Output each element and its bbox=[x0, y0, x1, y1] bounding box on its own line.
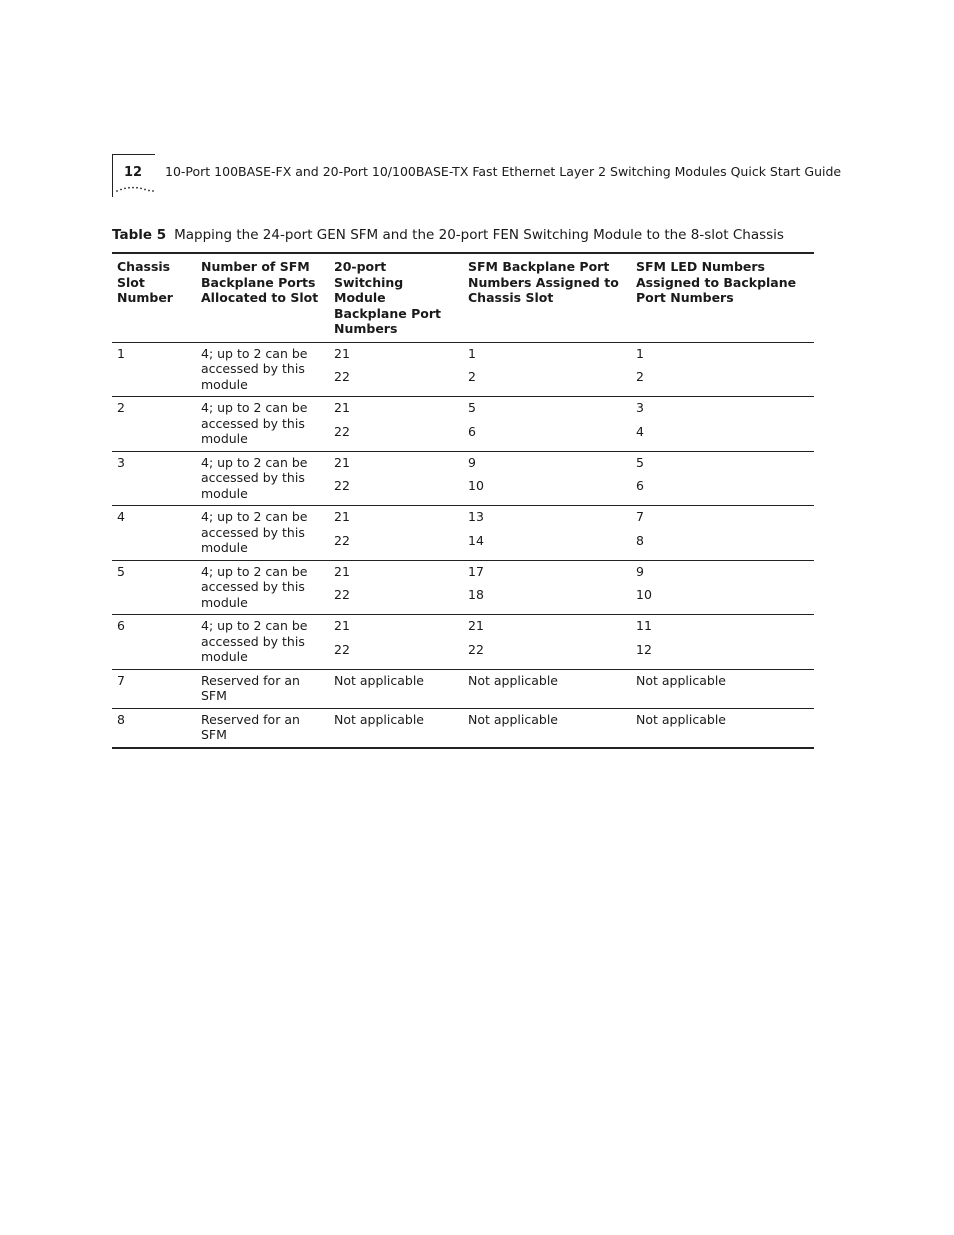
sfm-port-cell-value: 1 bbox=[468, 345, 476, 361]
module-port-cell bbox=[329, 708, 463, 748]
led-number-cell-value: 11 bbox=[636, 618, 652, 633]
led-number-cell-value: 6 bbox=[636, 478, 644, 493]
sfm-port-cell-value: 13 bbox=[468, 509, 484, 524]
module-port-cell-value: 22 bbox=[334, 423, 350, 439]
module-port-cell bbox=[329, 560, 463, 615]
sfm-port-cell bbox=[463, 342, 631, 397]
led-number-cell-value: 10 bbox=[636, 587, 652, 602]
led-number-cell-value: 2 bbox=[636, 369, 644, 384]
slot-number-cell: 1 bbox=[117, 345, 125, 361]
slot-number-cell: 6 bbox=[117, 618, 125, 633]
module-port-cell-value: 21 bbox=[334, 618, 350, 633]
sfm-port-cell bbox=[463, 506, 631, 561]
column-header: Number of SFM Backplane Ports Allocated to Slot bbox=[201, 259, 319, 305]
sfm-port-cell bbox=[463, 708, 631, 748]
table-row bbox=[112, 342, 814, 397]
module-port-cell-value: 21 bbox=[334, 509, 350, 524]
led-number-cell-value: 9 bbox=[636, 563, 644, 579]
table-row bbox=[112, 397, 814, 452]
module-port-cell bbox=[329, 342, 463, 397]
column-header: SFM LED Numbers Assigned to Backplane Port Numbers bbox=[636, 259, 797, 305]
sfm-port-cell bbox=[463, 451, 631, 506]
module-port-cell-value: 21 bbox=[334, 454, 350, 470]
led-number-cell-value: 7 bbox=[636, 509, 644, 524]
allocated-ports-cell: 4; up to 2 can be accessed by this module bbox=[201, 345, 308, 392]
sfm-port-cell bbox=[463, 397, 631, 452]
table-row bbox=[112, 708, 814, 748]
sfm-port-cell-value: Not applicable bbox=[468, 672, 558, 688]
slot-number-cell: 2 bbox=[117, 400, 125, 415]
module-port-cell bbox=[329, 669, 463, 708]
allocated-ports-cell: 4; up to 2 can be accessed by this module bbox=[201, 454, 308, 501]
column-header: 20-port Switching Module Backplane Port Numbers bbox=[334, 259, 441, 336]
led-number-cell-value: 1 bbox=[636, 345, 644, 361]
slot-number-cell: 8 bbox=[117, 711, 125, 727]
sfm-port-cell-value: 18 bbox=[468, 587, 484, 602]
mapping-table bbox=[112, 252, 814, 749]
table-row bbox=[112, 560, 814, 615]
table-row bbox=[112, 506, 814, 561]
module-port-cell-value: 22 bbox=[334, 478, 350, 493]
sfm-port-cell-value: 5 bbox=[468, 400, 476, 415]
allocated-ports-cell: 4; up to 2 can be accessed by this module bbox=[201, 618, 308, 664]
page-number: 12 bbox=[124, 165, 143, 180]
table-row bbox=[112, 615, 814, 670]
module-port-cell-value: 22 bbox=[334, 369, 350, 384]
sfm-port-cell bbox=[463, 669, 631, 708]
table-caption bbox=[112, 227, 784, 243]
module-port-cell-value: 22 bbox=[334, 587, 350, 602]
led-number-cell bbox=[631, 708, 814, 748]
sfm-port-cell bbox=[463, 615, 631, 670]
led-number-cell bbox=[631, 615, 814, 670]
allocated-ports-cell: Reserved for an SFM bbox=[201, 711, 300, 742]
led-number-cell bbox=[631, 451, 814, 506]
table-row bbox=[112, 669, 814, 708]
sfm-port-cell-value: 14 bbox=[468, 532, 484, 548]
allocated-ports-cell: 4; up to 2 can be accessed by this module bbox=[201, 563, 308, 610]
led-number-cell bbox=[631, 560, 814, 615]
slot-number-cell: 7 bbox=[117, 672, 125, 688]
sfm-port-cell-value: 21 bbox=[468, 618, 484, 633]
slot-number-cell: 3 bbox=[117, 454, 125, 470]
running-title: 10-Port 100BASE-FX and 20-Port 10/100BASE-TX Fast Ethernet Layer 2 Switching Modules Quick Start Guide bbox=[165, 164, 842, 179]
allocated-ports-cell: 4; up to 2 can be accessed by this module bbox=[201, 400, 308, 446]
module-port-cell bbox=[329, 397, 463, 452]
module-port-cell-value: Not applicable bbox=[334, 711, 424, 727]
allocated-ports-cell: 4; up to 2 can be accessed by this module bbox=[201, 509, 308, 555]
table-body bbox=[112, 342, 814, 748]
table-header-row bbox=[112, 253, 814, 342]
module-port-cell-value: 21 bbox=[334, 345, 350, 361]
led-number-cell-value: 3 bbox=[636, 400, 644, 415]
module-port-cell bbox=[329, 451, 463, 506]
led-number-cell bbox=[631, 397, 814, 452]
slot-number-cell: 5 bbox=[117, 563, 125, 579]
led-number-cell-value: 4 bbox=[636, 423, 644, 439]
module-port-cell bbox=[329, 506, 463, 561]
column-header: SFM Backplane Port Numbers Assigned to Chassis Slot bbox=[468, 259, 619, 305]
table-row bbox=[112, 451, 814, 506]
module-port-cell-value: 22 bbox=[334, 532, 350, 548]
sfm-port-cell bbox=[463, 560, 631, 615]
sfm-port-cell-value: 10 bbox=[468, 478, 484, 493]
table-caption-label: Table 5 bbox=[112, 227, 167, 243]
module-port-cell-value: Not applicable bbox=[334, 672, 424, 688]
led-number-cell bbox=[631, 506, 814, 561]
column-header: Chassis Slot Number bbox=[117, 259, 173, 305]
sfm-port-cell-value: Not applicable bbox=[468, 711, 558, 727]
sfm-port-cell-value: 2 bbox=[468, 369, 476, 384]
table-caption-text: Mapping the 24-port GEN SFM and the 20-port FEN Switching Module to the 8-slot Chassis bbox=[174, 227, 784, 243]
module-port-cell-value: 21 bbox=[334, 400, 350, 415]
slot-number-cell: 4 bbox=[117, 509, 125, 524]
module-port-cell bbox=[329, 615, 463, 670]
sfm-port-cell-value: 22 bbox=[468, 641, 484, 657]
led-number-cell-value: 5 bbox=[636, 454, 644, 470]
led-number-cell bbox=[631, 342, 814, 397]
led-number-cell-value: 12 bbox=[636, 641, 652, 657]
page-header bbox=[112, 154, 842, 198]
module-port-cell-value: 21 bbox=[334, 563, 350, 579]
dotted-ornament bbox=[115, 185, 155, 193]
led-number-cell-value: Not applicable bbox=[636, 672, 726, 688]
led-number-cell-value: 8 bbox=[636, 532, 644, 548]
sfm-port-cell-value: 6 bbox=[468, 423, 476, 439]
module-port-cell-value: 22 bbox=[334, 641, 350, 657]
allocated-ports-cell: Reserved for an SFM bbox=[201, 672, 300, 703]
sfm-port-cell-value: 17 bbox=[468, 563, 484, 579]
led-number-cell bbox=[631, 669, 814, 708]
sfm-port-cell-value: 9 bbox=[468, 454, 476, 470]
led-number-cell-value: Not applicable bbox=[636, 711, 726, 727]
page-number-box bbox=[112, 154, 155, 197]
